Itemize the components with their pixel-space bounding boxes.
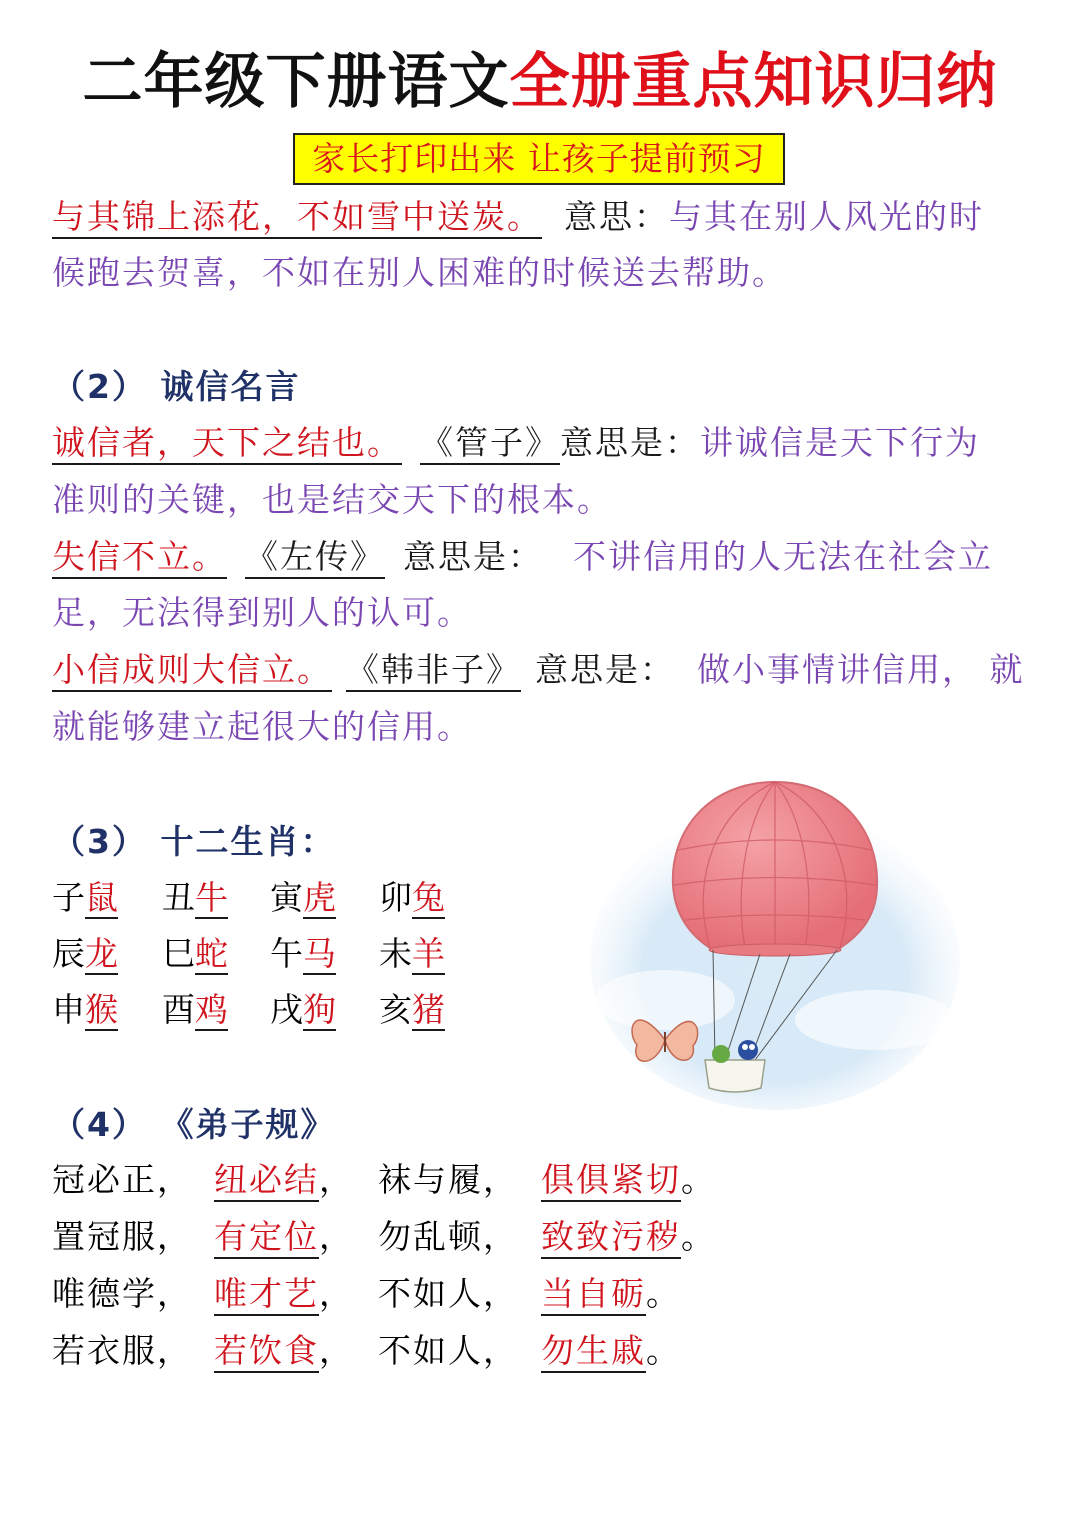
intro-meaning-label: 意思： [564,197,669,236]
zodiac-item: 巳蛇 [162,934,228,973]
page-title [0,42,1080,122]
honesty-meaning-1a: 讲诚信是天下行为 [700,423,980,462]
honesty-label-3: 意思是： [535,650,675,689]
intro-meaning-2: 候跑去贺喜，不如在别人困难的时候送去帮助。 [52,253,787,292]
section4-heading: （4） 《弟子规》 [52,1105,336,1144]
zodiac-item: 酉鸡 [162,990,228,1029]
honesty-quote-2: 失信不立。 [52,537,227,579]
dizigui-answer: 勿生戚。 [541,1331,681,1371]
honesty-item-2 [52,537,1042,577]
zodiac-item: 午马 [270,934,336,973]
honesty-quote-1: 诚信者，天下之结也。 [52,423,402,465]
zodiac-item: 卯兔 [379,878,445,917]
subtitle-banner: 家长打印出来 让孩子提前预习 [293,133,785,185]
dizigui-answer: 俱俱紧切。 [541,1160,716,1200]
honesty-meaning-2a: 不讲信用的人无法在社会立 [573,537,993,576]
dizigui-phrase: 不如人， [378,1274,518,1313]
title-black: 二年级下册语文 [82,47,510,117]
zodiac-item: 申猴 [52,990,118,1029]
dizigui-phrase: 不如人， [378,1331,518,1370]
zodiac-item: 亥猪 [379,990,445,1029]
zodiac-item: 未羊 [379,934,445,973]
zodiac-item: 丑牛 [162,878,228,917]
dizigui-answer: 纽必结， [214,1160,354,1200]
hot-air-balloon-illustration [585,770,965,1115]
dizigui-answer: 当自砺。 [541,1274,681,1314]
dizigui-block [52,1160,752,1390]
honesty-quote-3: 小信成则大信立。 [52,650,332,692]
dizigui-phrase: 袜与履， [378,1160,518,1199]
dizigui-phrase: 若衣服， [52,1331,192,1370]
honesty-meaning-2b: 足，无法得到别人的认可。 [52,593,472,632]
dizigui-answer: 唯才艺， [214,1274,354,1314]
intro-meaning-1: 与其在别人风光的时 [669,197,984,236]
zodiac-grid [52,878,512,1048]
dizigui-phrase: 置冠服， [52,1217,192,1256]
honesty-meaning-3b: 就能够建立起很大的信用。 [52,707,472,746]
zodiac-item: 辰龙 [52,934,118,973]
dizigui-phrase: 唯德学， [52,1274,192,1313]
honesty-meaning-1b: 准则的关键，也是结交天下的根本。 [52,480,612,519]
intro-line-1 [52,197,1042,237]
section2-heading: （2） 诚信名言 [52,367,301,406]
dizigui-answer: 致致污秽。 [541,1217,716,1257]
section3-heading: （3） 十二生肖： [52,822,336,861]
honesty-item-3 [52,650,1042,690]
dizigui-answer: 有定位， [214,1217,354,1257]
honesty-meaning-3a: 做小事情讲信用， 就 [697,650,1025,689]
dizigui-answer: 若饮食， [214,1331,354,1371]
intro-quote: 与其锦上添花，不如雪中送炭。 [52,197,542,239]
zodiac-item: 戌狗 [270,990,336,1029]
zodiac-item: 子鼠 [52,878,118,917]
honesty-item-1 [52,423,1042,463]
honesty-source-1: 《管子》 [420,423,560,465]
honesty-label-1: 意思是： [560,423,700,462]
title-red: 全册重点知识归纳 [509,47,998,117]
dizigui-phrase: 勿乱顿， [378,1217,518,1256]
honesty-source-2: 《左传》 [245,537,385,579]
honesty-source-3: 《韩非子》 [346,650,521,692]
dizigui-phrase: 冠必正， [52,1160,192,1199]
honesty-label-2: 意思是： [403,537,543,576]
zodiac-item: 寅虎 [270,878,336,917]
